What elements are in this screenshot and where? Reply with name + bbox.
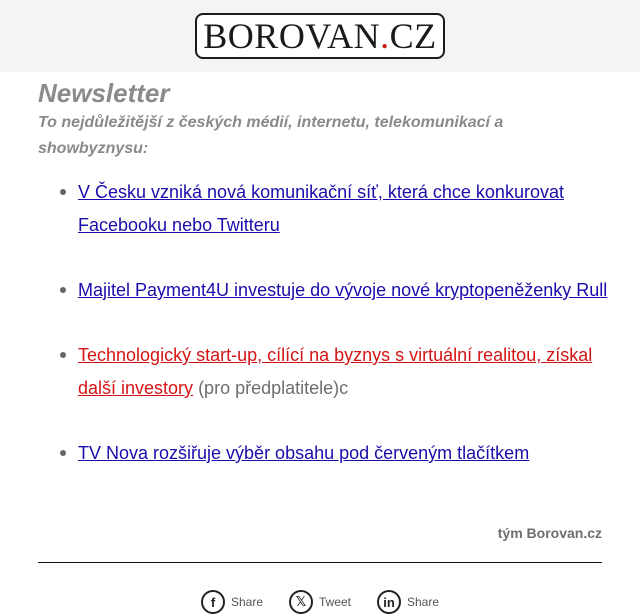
share-linkedin-label: Share bbox=[407, 595, 440, 609]
logo-tld-text: CZ bbox=[389, 16, 437, 56]
newsletter-title: Newsletter bbox=[38, 78, 170, 108]
article-list bbox=[60, 176, 610, 470]
divider bbox=[38, 562, 602, 563]
bullet-icon bbox=[60, 287, 66, 293]
article-note: (pro předplatitele)c bbox=[193, 378, 349, 398]
article-link[interactable]: TV Nova rozšiřuje výběr obsahu pod červeným tlačítkem bbox=[78, 443, 530, 463]
x-twitter-icon: 𝕏 bbox=[289, 590, 313, 614]
list-item bbox=[60, 339, 610, 405]
share-linkedin-button[interactable] bbox=[377, 590, 439, 614]
facebook-icon: f bbox=[201, 590, 225, 614]
list-item bbox=[60, 176, 610, 242]
share-twitter-button[interactable] bbox=[289, 590, 351, 614]
article-link-premium[interactable]: Technologický start-up, cílící na byznys s virtuální realitou, získal další investory bbox=[78, 345, 593, 398]
article-link[interactable]: V Česku vzniká nová komunikační síť, která chce konkurovat Facebooku nebo Twitteru bbox=[78, 182, 564, 235]
share-twitter-label: Tweet bbox=[319, 595, 352, 609]
bullet-icon bbox=[60, 189, 66, 195]
signature: tým Borovan.cz bbox=[497, 525, 602, 541]
share-facebook-label: Share bbox=[231, 595, 264, 609]
header bbox=[0, 0, 640, 72]
bullet-icon bbox=[60, 450, 66, 456]
borovan-logo[interactable] bbox=[195, 13, 445, 59]
logo-dot: . bbox=[380, 16, 390, 56]
linkedin-icon: in bbox=[377, 590, 401, 614]
share-facebook-button[interactable] bbox=[201, 590, 263, 614]
article-link[interactable]: Majitel Payment4U investuje do vývoje nové kryptopeněženky Rull bbox=[78, 280, 608, 300]
logo-main-text: BOROVAN bbox=[203, 16, 381, 56]
bullet-icon bbox=[60, 352, 66, 358]
list-item bbox=[60, 437, 610, 470]
list-item bbox=[60, 274, 610, 307]
newsletter-subtitle: To nejdůležitější z českých médií, internetu, telekomunikací a showbyznysu: bbox=[38, 114, 504, 157]
